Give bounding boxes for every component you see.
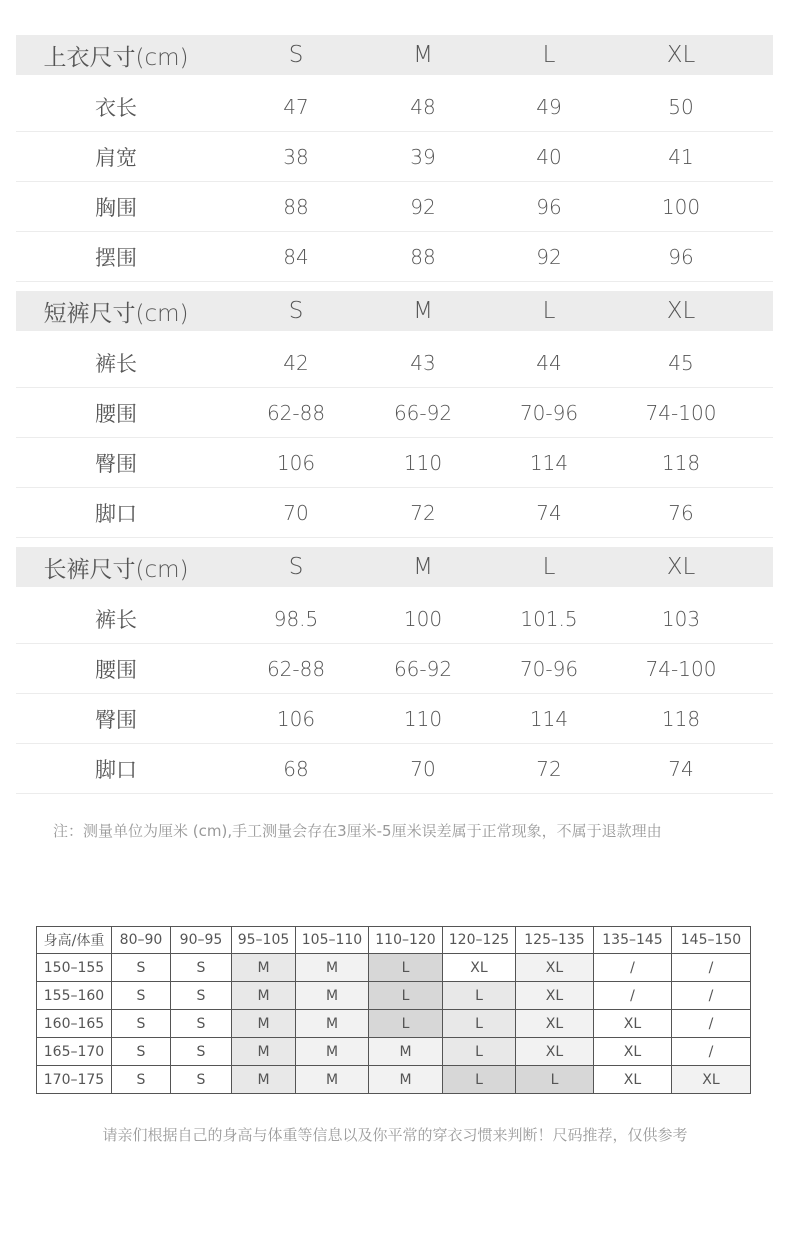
chart-cell: M [296,1066,369,1094]
chart-cell: L [443,1010,516,1038]
header-title: 短裤尺寸(cm) [43,300,189,327]
cell-value: 70 [283,500,309,525]
chart-cell: XL [516,982,594,1010]
cell-value: 38 [283,144,309,169]
header-title: 上衣尺寸(cm) [43,44,189,71]
chart-header-cell: 110–120 [369,927,443,954]
row-label: 胸围 [95,195,137,220]
chart-row [37,1010,751,1038]
cell-value: 41 [668,144,694,169]
chart-cell: XL [594,1038,672,1066]
cell-value: 110 [403,706,443,731]
cell-value: 110 [403,450,443,475]
chart-cell: S [171,982,232,1010]
chart-cell: / [594,982,672,1010]
table-row [16,694,773,744]
header-size-m: M [413,554,433,580]
chart-cell: / [672,954,751,982]
cell-value: 66-92 [393,400,453,425]
cell-value: 68 [283,756,309,781]
header-size-xl: XL [666,554,696,580]
chart-cell: L [369,982,443,1010]
chart-header-cell: 120–125 [443,927,516,954]
chart-header-cell: 135–145 [594,927,672,954]
chart-cell: L [369,1010,443,1038]
chart-height-cell: 155–160 [37,982,112,1010]
chart-row [37,1066,751,1094]
cell-value: 47 [283,94,309,119]
recommendation-note: 请亲们根据自己的身高与体重等信息以及你平常的穿衣习惯来判断！尺码推荐，仅供参考 [102,1126,688,1144]
cell-value: 106 [276,450,316,475]
chart-cell: M [369,1038,443,1066]
table-row [16,232,773,282]
chart-cell: M [232,1038,296,1066]
cell-value: 66-92 [393,656,453,681]
chart-height-cell: 160–165 [37,1010,112,1038]
chart-cell: M [232,1010,296,1038]
table-row [16,744,773,794]
row-label: 摆围 [95,245,137,270]
cell-value: 118 [661,450,701,475]
chart-header-cell: 145–150 [672,927,751,954]
chart-cell: M [296,1010,369,1038]
row-label: 肩宽 [95,145,137,170]
header-size-l: L [542,554,556,580]
row-label: 脚口 [95,757,137,782]
chart-cell: S [171,1066,232,1094]
cell-value: 114 [529,706,569,731]
chart-cell: L [369,954,443,982]
chart-cell: M [232,1066,296,1094]
cell-value: 100 [403,606,443,631]
chart-cell: S [112,982,171,1010]
chart-cell: XL [443,954,516,982]
chart-header-cell: 125–135 [516,927,594,954]
table-header [16,291,773,331]
chart-header-cell: 80–90 [112,927,171,954]
cell-value: 74-100 [645,400,717,425]
chart-cell: S [112,1010,171,1038]
chart-cell: S [171,1010,232,1038]
header-title: 长裤尺寸(cm) [43,556,189,583]
chart-cell: M [296,982,369,1010]
header-size-xl: XL [666,298,696,324]
cell-value: 118 [661,706,701,731]
chart-cell: L [443,982,516,1010]
cell-value: 48 [410,94,436,119]
cell-value: 98.5 [273,606,319,631]
cell-value: 101.5 [520,606,578,631]
chart-header-cell: 90–95 [171,927,232,954]
cell-value: 72 [410,500,436,525]
cell-value: 62-88 [266,656,326,681]
row-label: 臀围 [95,707,137,732]
cell-value: 88 [410,244,436,269]
header-size-m: M [413,298,433,324]
cell-value: 70-96 [519,400,579,425]
cell-value: 96 [536,194,562,219]
chart-cell: M [232,982,296,1010]
chart-cell: M [232,954,296,982]
chart-header-cell: 95–105 [232,927,296,954]
chart-cell: XL [594,1066,672,1094]
size-recommendation-chart [36,926,751,1094]
chart-cell: S [112,954,171,982]
table-row [16,182,773,232]
header-size-l: L [542,42,556,68]
cell-value: 62-88 [266,400,326,425]
cell-value: 100 [661,194,701,219]
table-row [16,438,773,488]
cell-value: 114 [529,450,569,475]
chart-row [37,1038,751,1066]
header-size-s: S [288,554,304,580]
cell-value: 70 [410,756,436,781]
cell-value: 45 [668,350,694,375]
table-row [16,488,773,538]
cell-value: 39 [410,144,436,169]
table-row [16,82,773,132]
cell-value: 74 [536,500,562,525]
cell-value: 106 [276,706,316,731]
chart-cell: L [516,1066,594,1094]
chart-height-cell: 165–170 [37,1038,112,1066]
chart-cell: XL [516,954,594,982]
header-size-m: M [413,42,433,68]
chart-cell: S [112,1038,171,1066]
cell-value: 84 [283,244,309,269]
table-header [16,547,773,587]
chart-height-cell: 170–175 [37,1066,112,1094]
chart-row [37,954,751,982]
cell-value: 76 [668,500,694,525]
cell-value: 40 [536,144,562,169]
chart-cell: / [672,982,751,1010]
cell-value: 49 [536,94,562,119]
header-size-s: S [288,298,304,324]
chart-cell: S [112,1066,171,1094]
cell-value: 74 [668,756,694,781]
chart-cell: M [296,1038,369,1066]
chart-cell: M [369,1066,443,1094]
table-row [16,338,773,388]
chart-header-row [37,927,751,954]
chart-cell: / [672,1010,751,1038]
cell-value: 50 [668,94,694,119]
chart-cell: / [594,954,672,982]
header-size-l: L [542,298,556,324]
row-label: 脚口 [95,501,137,526]
chart-header-cell: 身高/体重 [37,927,112,954]
row-label: 衣长 [95,95,137,120]
row-label: 腰围 [95,657,137,682]
table-row [16,132,773,182]
header-size-xl: XL [666,42,696,68]
chart-cell: S [171,954,232,982]
chart-cell: M [296,954,369,982]
table-header [16,35,773,75]
header-size-s: S [288,42,304,68]
cell-value: 43 [410,350,436,375]
row-label: 裤长 [95,351,137,376]
row-label: 腰围 [95,401,137,426]
cell-value: 72 [536,756,562,781]
cell-value: 70-96 [519,656,579,681]
chart-cell: XL [516,1010,594,1038]
chart-cell: XL [516,1038,594,1066]
chart-cell: XL [672,1066,751,1094]
cell-value: 103 [661,606,701,631]
cell-value: 88 [283,194,309,219]
table-row [16,594,773,644]
cell-value: 74-100 [645,656,717,681]
cell-value: 92 [410,194,436,219]
chart-cell: / [672,1038,751,1066]
measurement-note: 注：测量单位为厘米 (cm),手工测量会存在3厘米-5厘米误差属于正常现象，不属于退款理由 [53,822,662,840]
chart-cell: XL [594,1010,672,1038]
cell-value: 92 [536,244,562,269]
cell-value: 44 [536,350,562,375]
chart-cell: S [171,1038,232,1066]
chart-height-cell: 150–155 [37,954,112,982]
chart-cell: L [443,1066,516,1094]
row-label: 裤长 [95,607,137,632]
table-row [16,388,773,438]
cell-value: 96 [668,244,694,269]
table-row [16,644,773,694]
cell-value: 42 [283,350,309,375]
chart-header-cell: 105–110 [296,927,369,954]
chart-cell: L [443,1038,516,1066]
row-label: 臀围 [95,451,137,476]
chart-row [37,982,751,1010]
